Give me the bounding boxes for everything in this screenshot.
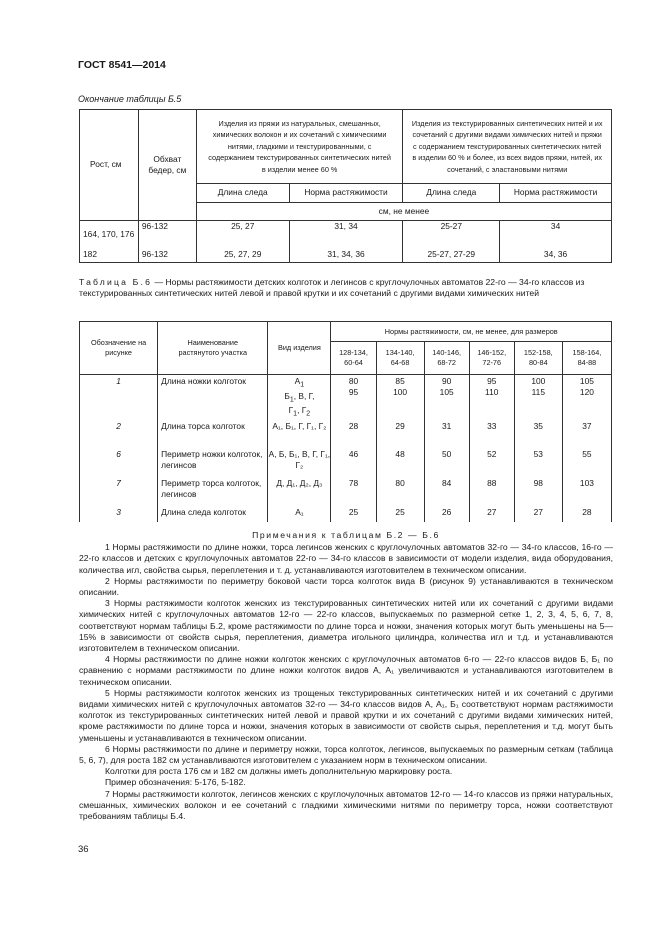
- value: 85: [395, 376, 405, 386]
- size-range: 152-158,: [523, 348, 553, 357]
- value-cell: [562, 375, 611, 421]
- note-item: 7 Нормы растяжимости колготок, легинсов женских с круглочулочных автоматов 12-го — 14-го классов из пряжи натуральных, смешанных, химических волокон и ее сочетаний с гладкими химическими нитями по периметру торса, ножки соответствуют требованиям таблицы Б.4.: [79, 788, 613, 822]
- notes-section: [79, 530, 613, 822]
- value-cell: 27: [514, 506, 562, 522]
- value-cell: 25: [376, 506, 424, 522]
- size-header: [514, 342, 562, 375]
- hip-cell: 96-132: [138, 248, 196, 263]
- table-b6-title-text: — Нормы растяжимости детских колготок и легинсов с круглочулочных автоматов 22-го — 34-го классов из текстурированных синтетических нитей левой и правой крутки и их сочетаний с другими видами химических нитей: [79, 277, 585, 299]
- value-cell: 37: [562, 420, 611, 448]
- note-item: 3 Нормы растяжимости колготок женских из текстурированных синтетических нитей или их сочетаний с другими видами химических нитей с круглочулочных автоматов 12-го — 22-го классов, выпускаемых по размерной сетке 1, 2, 3, 4, 5, 6, 7, 8, соответствуют нормам таблицы Б.2, кроме растяжимости по длине торса и ножки, значения которых могут быть уменьшены на 5—15% в зависимости от свойств сырья, переплетения, диаметра игольного цилиндра, количества игл и т.д. и устанавливаются изготовителем в техническом описании.: [79, 598, 613, 654]
- col-hip-header: Обхват бедер, см: [138, 110, 196, 221]
- note-item: 5 Нормы растяжимости колготок женских из трощеных текстурированных синтетических нитей и их сочетаний с другими видами химических нитей с круглочулочных автоматов 32-го — 34-го классов видов А, А₁, Б₁ соответствуют нормам растяжимости колготок из текстурированных синтетических нитей левой и правой крутки и их сочетаний с другими видами химических нитей, кроме растяжимости по длине торса и ножки, значения которых в зависимости от свойств сырья, переплетения и т.д. могут быть уменьшены и устанавливаются в техническом описании.: [79, 687, 613, 743]
- note-item: 2 Нормы растяжимости по периметру боковой части торса колготок вида В (рисунок 9) устанавливаются в техническом описании.: [79, 575, 613, 598]
- value-cell: 31: [424, 420, 469, 448]
- g2-norm-header: Норма растяжимости: [500, 184, 612, 203]
- table-row: [80, 448, 612, 477]
- height-cell: 182: [80, 248, 139, 263]
- value-cell: 29: [376, 420, 424, 448]
- table-row: [80, 221, 612, 248]
- g2-norm-cell: 34, 36: [500, 248, 612, 263]
- value-cell: 55: [562, 448, 611, 477]
- value-cell: 46: [331, 448, 376, 477]
- size-header: [562, 342, 611, 375]
- value: 100: [393, 387, 408, 397]
- value-cell: [331, 375, 376, 421]
- name-cell: Периметр торса колготок, легинсов: [158, 477, 268, 506]
- kind-cell: А₁: [268, 506, 331, 522]
- g2-trace-header: Длина следа: [403, 184, 500, 203]
- name-cell: Длина ножки колготок: [158, 375, 268, 421]
- value-cell: 88: [469, 477, 514, 506]
- name-cell: Длина следа колготок: [158, 506, 268, 522]
- value: 90: [441, 376, 452, 386]
- unit-row: см, не менее: [196, 203, 611, 221]
- note-item: 1 Нормы растяжимости по длине ножки, торса легинсов женских с круглочулочных автоматов 32-го — 34-го классов, 16-го — 22-го классов и детских с круглочулочных автоматов 22-го — 34-го классов в зависимости от модели изделия, вида оборудования, количества игл, свойства сырья, переплетения и т. д. устанавливаются изготовителем в техническом описании.: [79, 542, 613, 575]
- table-b6-label: Таблица Б.6: [79, 277, 153, 287]
- value: 105: [439, 387, 454, 397]
- value-cell: [469, 375, 514, 421]
- table-b5-end: [79, 109, 612, 263]
- kind-cell: А₁, Б₁, Г, Г₁, Г₂: [268, 420, 331, 448]
- size-header: [469, 342, 514, 375]
- value: 95: [348, 387, 359, 397]
- table-b6: [79, 321, 612, 522]
- page-number: 36: [78, 844, 89, 855]
- g2-trace-cell: 25-27: [403, 221, 500, 248]
- notes-title: Примечания к таблицам Б.2 — Б.6: [252, 530, 440, 540]
- note-item: 6 Нормы растяжимости по длине и периметру ножки, торса колготок, легинсов, выпускаемых по размерным сеткам (таблица 5, 6, 7), для роста 182 см устанавливаются изготовителем с указанием норм в техническом описании.: [79, 743, 613, 766]
- value-cell: 52: [469, 448, 514, 477]
- table-row: [80, 506, 612, 522]
- g1-norm-cell: 31, 34, 36: [289, 248, 403, 263]
- document-id: ГОСТ 8541—2014: [78, 59, 166, 71]
- col-name-header: Наименование растянутого участка: [158, 322, 268, 375]
- g2-norm-cell: 34: [500, 221, 612, 248]
- g1-norm-cell: 31, 34: [289, 221, 403, 248]
- name-cell: Периметр ножки колготок, легинсов: [158, 448, 268, 477]
- size-range: 128-134,: [339, 348, 368, 357]
- value: 95: [487, 376, 497, 386]
- hip-cell: 96-132: [138, 221, 196, 248]
- size-header: [424, 342, 469, 375]
- group2-header: Изделия из текстурированных синтетических нитей и их сочетаний с другими видами химических нитей и пряжи с содержанием текстурированных синтетических нитей в изделии 60 % и более, из всех видов пряжи, нитей, их сочетаний, с эластановыми нитями: [403, 110, 612, 184]
- value: 80: [348, 376, 359, 386]
- size-header: [376, 342, 424, 375]
- value-cell: 28: [562, 506, 611, 522]
- g2-trace-cell: 25-27, 27-29: [403, 248, 500, 263]
- g1-norm-header: Норма растяжимости: [289, 184, 403, 203]
- value-cell: 103: [562, 477, 611, 506]
- value-cell: 33: [469, 420, 514, 448]
- kind-cell: А, Б, Б₁, В, Г, Г₁, Г₂: [268, 448, 331, 477]
- note-item: Колготки для роста 176 см и 182 см должны иметь дополнительную маркировку роста.: [105, 766, 453, 777]
- note-item: Пример обозначения: 5-176, 5-182.: [105, 777, 246, 788]
- kind-cell: Д, Д₁, Д₂, Д₃: [268, 477, 331, 506]
- value-cell: 84: [424, 477, 469, 506]
- name-cell: Длина торса колготок: [158, 420, 268, 448]
- value-cell: 48: [376, 448, 424, 477]
- table-caption: Окончание таблицы Б.5: [78, 94, 182, 104]
- value-cell: 50: [424, 448, 469, 477]
- table-row: [80, 477, 612, 506]
- col-kind-header: Вид изделия: [268, 322, 331, 375]
- value-cell: 28: [331, 420, 376, 448]
- designation-cell: 6: [80, 448, 158, 477]
- table-row: [80, 420, 612, 448]
- kind-cell: $А_1$ $Б_1$, В, Г, $Г_1$, $Г_2$: [268, 375, 331, 421]
- designation-cell: 3: [80, 506, 158, 522]
- value-cell: [424, 375, 469, 421]
- value-cell: [514, 375, 562, 421]
- size-girth: 60-64: [344, 358, 363, 367]
- value-cell: 78: [331, 477, 376, 506]
- designation-cell: 2: [80, 420, 158, 448]
- value-cell: 26: [424, 506, 469, 522]
- value-cell: 80: [376, 477, 424, 506]
- designation-cell: 7: [80, 477, 158, 506]
- value: 100: [531, 376, 546, 386]
- size-range: 146-152,: [477, 348, 507, 357]
- designation-cell: 1: [80, 375, 158, 421]
- value-cell: 35: [514, 420, 562, 448]
- size-girth: 64-68: [390, 358, 410, 367]
- value-cell: 53: [514, 448, 562, 477]
- value: 105: [579, 376, 594, 386]
- col-designation-header: Обозначение на рисунке: [80, 322, 158, 375]
- g1-trace-cell: 25, 27, 29: [196, 248, 289, 263]
- size-girth: 84-88: [577, 358, 597, 367]
- height-cell: 164, 170, 176: [80, 221, 139, 248]
- size-range: 140-146,: [432, 348, 462, 357]
- table-row: [80, 375, 612, 421]
- value: 110: [485, 387, 499, 397]
- size-header: [331, 342, 376, 375]
- value: 115: [531, 387, 545, 397]
- note-item: 4 Нормы растяжимости по длине ножки колготок женских с круглочулочных автоматов 6-го — 22-го классов видов Б, Б₁ по сравнению с нормами растяжимости по длине ножки колготок видов А, А₁ увеличиваются и устанавливаются изготовителем в техническом описании.: [79, 654, 613, 687]
- sizes-group-header: Нормы растяжимости, см, не менее, для размеров: [331, 322, 612, 342]
- value-cell: 98: [514, 477, 562, 506]
- size-range: 158-164,: [572, 348, 602, 357]
- value-cell: [376, 375, 424, 421]
- value: 120: [579, 387, 594, 397]
- g1-trace-cell: 25, 27: [196, 221, 289, 248]
- table-b6-title: [79, 277, 613, 300]
- table-row: [80, 248, 612, 263]
- value-cell: 25: [331, 506, 376, 522]
- value-cell: 27: [469, 506, 514, 522]
- col-height-header: Рост, см: [80, 110, 139, 221]
- size-girth: 72-76: [482, 358, 502, 367]
- g1-trace-header: Длина следа: [196, 184, 289, 203]
- size-range: 134-140,: [385, 348, 415, 357]
- size-girth: 68-72: [437, 358, 456, 367]
- size-girth: 80-84: [528, 358, 548, 367]
- group1-header: Изделия из пряжи из натуральных, смешанных, химических волокон и их сочетаний с химическими нитями, гладкими и текстурированными, с содержанием текстурированных синтетических нитей в изделии менее 60 %: [196, 110, 403, 184]
